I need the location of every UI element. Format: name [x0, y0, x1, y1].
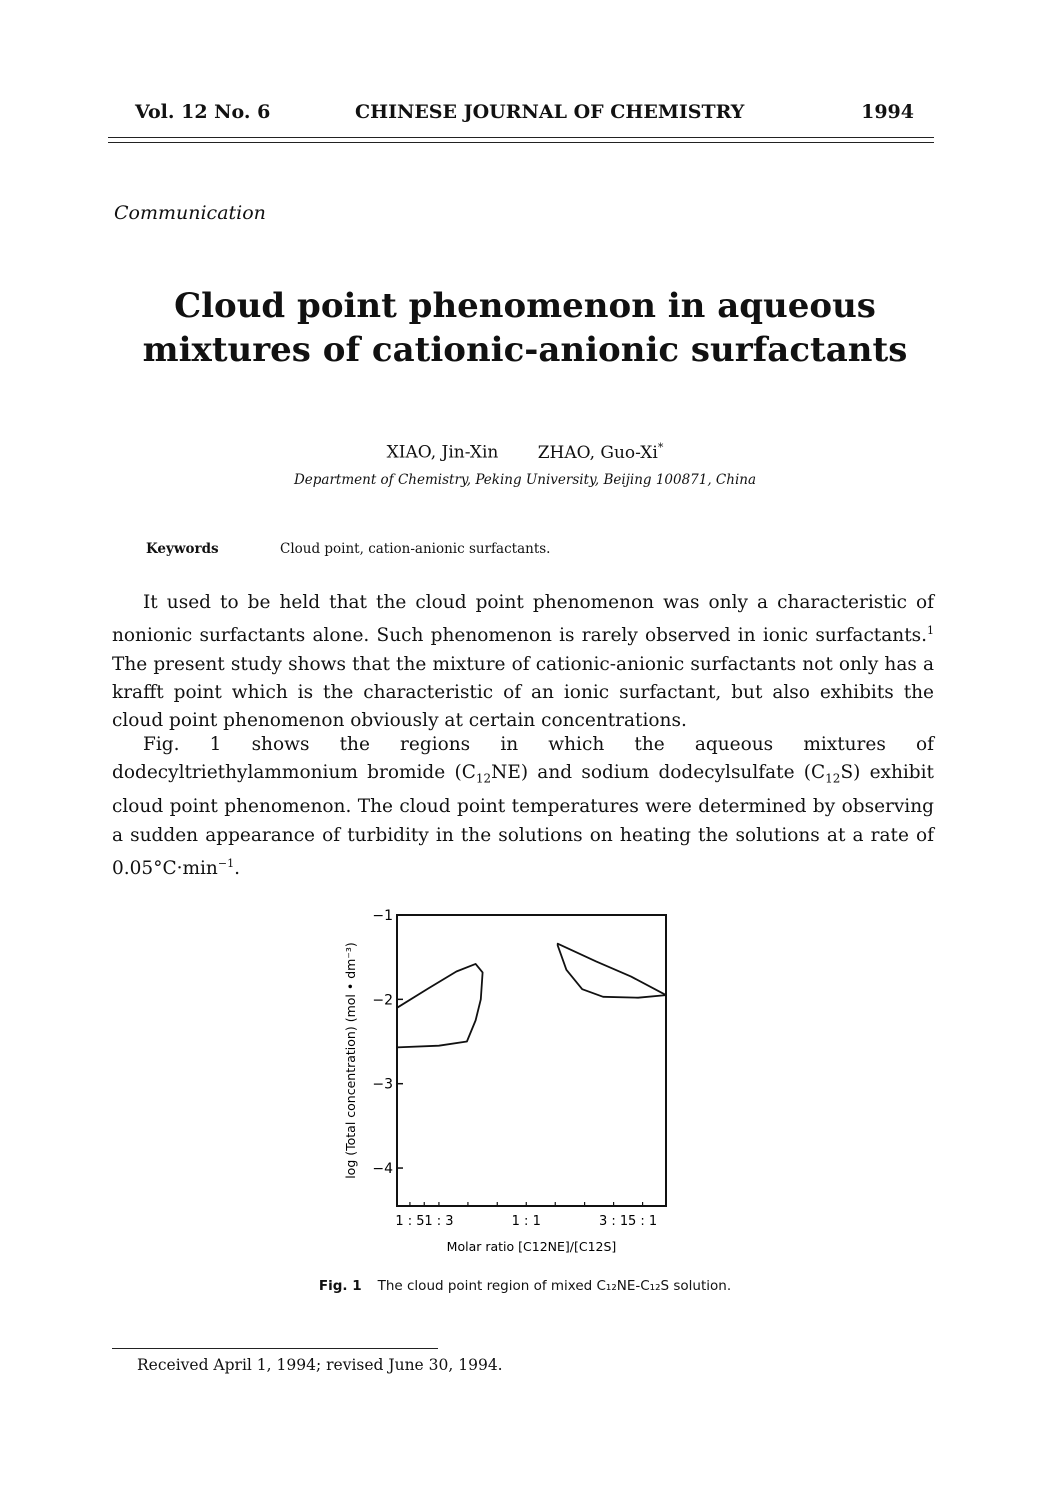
paragraph-2-text-c: S) exhibit cloud point phenomenon. The cloud point temperatures were determined by observing a sudden appearance of turbidity in the solutions on heating the solutions at a rate of 0.05°C·min	[112, 762, 934, 880]
y-tick-label: −1	[372, 908, 393, 924]
journal-name: CHINESE JOURNAL OF CHEMISTRY	[355, 101, 745, 123]
x-tick-label: 1 : 5	[395, 1214, 425, 1229]
paragraph-2-text-a: Fig. 1 shows the regions in which the aqueous mixtures of dodecyltriethylammonium bromide (C	[112, 734, 934, 784]
x-tick-label: 1 : 3	[424, 1214, 454, 1229]
keywords-text: Cloud point, cation-anionic surfactants.	[280, 541, 551, 557]
received-date-footnote: Received April 1, 1994; revised June 30, 1994.	[137, 1356, 503, 1374]
keywords	[146, 541, 550, 557]
cloud-point-region-1	[397, 964, 483, 1048]
x-tick-label: 3 : 1	[599, 1214, 629, 1229]
figure-label: Fig. 1	[318, 1278, 362, 1294]
y-tick-label: −4	[372, 1161, 393, 1178]
running-header	[108, 101, 934, 131]
subscript: 12	[825, 771, 841, 786]
figure-caption	[0, 1278, 1050, 1294]
figure-1-chart	[330, 890, 710, 1260]
paragraph-2-text-d: .	[234, 858, 240, 880]
caption-text: The cloud point region of mixed C₁₂NE-C₁₂S solution.	[377, 1278, 732, 1294]
header-rule-top	[108, 137, 934, 138]
paragraph-1-text-a: It used to be held that the cloud point phenomenon was only a characteristic of nonionic surfactants alone. Such phenomenon is rarely observed in ionic surfactants.	[112, 592, 934, 647]
x-axis-label: Molar ratio [C12NE]/[C12S]	[446, 1239, 617, 1254]
subscript: 12	[475, 771, 492, 786]
body-paragraph-2	[112, 731, 934, 883]
title-line-2: mixtures of cationic-anionic surfactants	[142, 330, 908, 370]
y-tick-label: −3	[372, 1076, 393, 1093]
corresponding-author-mark: *	[657, 441, 664, 454]
author-2: ZHAO, Guo-Xi	[537, 442, 658, 463]
section-label: Communication	[114, 202, 266, 224]
affiliation: Department of Chemistry, Peking University, Beijing 100871, China	[293, 472, 757, 488]
plot-frame	[397, 915, 666, 1206]
cloud-point-region-2	[558, 944, 666, 998]
superscript: −1	[217, 856, 235, 870]
y-axis-label: log (Total concentration) (mol • dm⁻³)	[343, 942, 358, 1179]
reference-marker: 1	[927, 624, 934, 638]
publication-year: 1994	[861, 101, 914, 123]
footnote-rule	[112, 1348, 438, 1349]
article-title	[100, 284, 950, 372]
author-1: XIAO, Jin-Xin	[386, 442, 499, 463]
paragraph-1-text-b: The present study shows that the mixture of cationic-anionic surfactants not only has a krafft point which is the characteristic of an ionic surfactant, but also exhibits the cloud point phenomenon obviously at certain concentrations.	[112, 653, 934, 732]
keywords-label: Keywords	[146, 541, 219, 557]
x-tick-label: 1 : 1	[511, 1214, 541, 1229]
x-tick-label: 5 : 1	[627, 1214, 658, 1229]
volume-number: Vol. 12 No. 6	[135, 101, 271, 123]
body-paragraph-1	[112, 589, 934, 736]
header-rule-bottom	[108, 142, 934, 143]
author-list	[0, 441, 1050, 463]
title-line-1: Cloud point phenomenon in aqueous	[174, 286, 876, 326]
paragraph-2-text-b: NE) and sodium dodecylsulfate (C	[491, 762, 826, 784]
y-tick-label: −2	[372, 992, 393, 1009]
